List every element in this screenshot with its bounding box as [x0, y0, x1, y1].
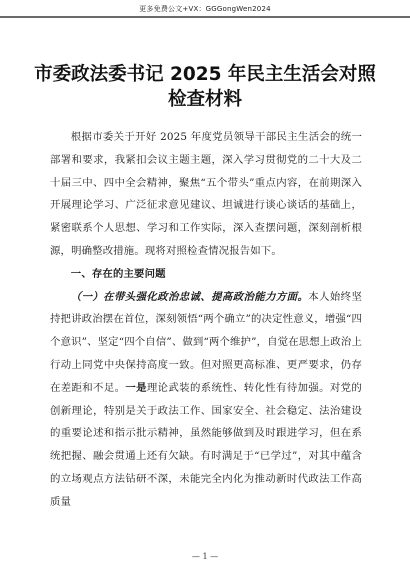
header-rule [0, 16, 410, 18]
document-title [0, 62, 410, 112]
subsection-text: 本人始终坚持把讲政治摆在首位，深刻领悟“两个确立”的决定性意义，增强“四个意识”、坚定“四个自信”、做到“两个维护”，自觉在思想上政治上行动上同党中央保持高度一致。但对照更高标准、更严要求，仍存在差距和不足。 [50, 290, 362, 394]
title-line-2: 检查材料 [167, 89, 242, 110]
watermark-text: 更多免费公文+VX：GGGongWen2024 [139, 5, 271, 13]
document-body [50, 126, 362, 514]
title-line-1: 市委政法委书记 2025 年民主生活会对照 [34, 64, 376, 85]
page-number: — 1 — [191, 552, 219, 561]
point-text: 理论武装的系统性、转化性有待加强。对党的创新理论，特别是关于政法工作、国家安全、社会稳定、法治建设的重要论述和指示批示精神，虽然能够做到及时跟进学习，但在系统把握、融会贯通上还有欠缺。有时满足于“已学过”，对其中蕴含的立场观点方法钻研不深，未能完全内化为推动新时代政法工作高质量 [50, 381, 362, 508]
subsection-paragraph [50, 286, 362, 514]
intro-paragraph: 根据市委关于开好 2025 年度党员领导干部民主生活会的统一部署和要求，我紧扣会议主题主题，深入学习贯彻党的二十大及二十届三中、四中全会精神，聚焦“五个带头”重点内容，在前期深入开展理论学习、广泛征求意见建议、坦诚进行谈心谈话的基础上，紧密联系个人思想、学习和工作实际，深入查摆问题，深刻剖析根源，明确整改措施。现将对照检查情况报告如下。 [50, 131, 362, 257]
subsection-heading: （一）在带头强化政治忠诚、提高政治能力方面。 [70, 290, 309, 303]
point-label: 一是 [125, 381, 147, 394]
section-heading: 一、存在的主要问题 [70, 267, 166, 280]
